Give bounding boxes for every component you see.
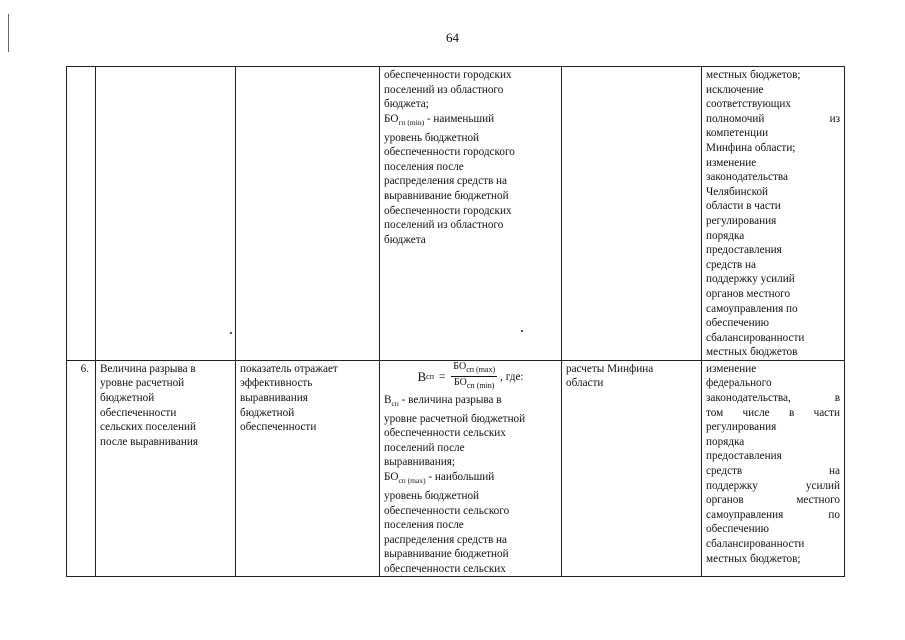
text-line: Величина разрыва в	[100, 362, 196, 375]
text-line: уровень бюджетной	[384, 131, 480, 144]
text-line: уровне расчетной	[100, 377, 185, 390]
text-line: обеспеченности	[240, 421, 317, 434]
cell-number: 6.	[67, 360, 96, 577]
symbol-subscript: сп	[391, 399, 399, 409]
cell-number	[67, 67, 96, 361]
text-line: самоуправления по	[706, 302, 798, 315]
text-fragment: - наименьший	[424, 112, 495, 125]
text-line: том числе в части	[706, 406, 840, 419]
text-line: бюджета	[384, 233, 426, 246]
text-line: бюджетной	[240, 406, 295, 419]
symbol: БО	[384, 471, 399, 484]
text-line: местных бюджетов;	[706, 552, 801, 565]
text-line: области в части	[706, 200, 781, 213]
text-line: регулирования	[706, 421, 777, 434]
text-line: показатель отражает	[240, 362, 338, 375]
definition-line	[384, 393, 557, 412]
text-line: обеспеченности сельского	[384, 504, 510, 517]
cell-formula	[380, 360, 562, 577]
text-line: изменение	[706, 362, 757, 375]
text-line: бюджета;	[384, 98, 429, 111]
text-line: после выравнивания	[100, 435, 199, 448]
symbol-subscript: гп (min)	[398, 118, 425, 128]
text-line: обеспеченности городского	[384, 146, 515, 159]
text-line: обеспечению	[706, 317, 769, 330]
formula-fraction	[451, 361, 497, 392]
definition-line	[384, 112, 557, 131]
cell-risks	[702, 67, 845, 361]
text-line: выравнивания;	[384, 456, 455, 469]
text-line: Минфина области;	[706, 141, 796, 154]
text-line: законодательства, в	[706, 392, 840, 405]
table-row	[67, 67, 845, 361]
text-line: соответствующих	[706, 98, 792, 111]
text-line: бюджетной	[100, 392, 155, 405]
text-line: распределения средств на	[384, 175, 508, 188]
text-line: выравнивание бюджетной	[384, 548, 509, 561]
text-line: федерального	[706, 377, 772, 390]
text-line: поддержку усилий	[706, 273, 795, 286]
text-line: Челябинской	[706, 185, 769, 198]
text-line: самоуправления по	[706, 508, 840, 521]
symbol-subscript: сп (max)	[398, 476, 426, 486]
symbol: БО	[384, 112, 399, 125]
denominator-subscript: сп (min)	[466, 381, 495, 391]
cell-source	[562, 67, 702, 361]
cell-risks	[702, 360, 845, 577]
text-line: поселения после	[384, 519, 464, 532]
formula-lhs: В	[417, 368, 427, 384]
definition-line	[384, 470, 557, 489]
text-line: предоставления	[706, 450, 782, 463]
cell-indicator-name	[96, 67, 236, 361]
equals-sign: =	[438, 370, 446, 383]
text-line: обеспеченности сельских	[384, 427, 506, 440]
text-line: средств на	[706, 258, 756, 271]
text-line: полномочий из	[706, 112, 840, 125]
fraction-numerator	[451, 361, 497, 377]
text-line: изменение	[706, 156, 757, 169]
text-line: сбалансированности	[706, 331, 805, 344]
fraction-denominator	[452, 377, 497, 392]
text-fragment: - величина разрыва в	[398, 393, 502, 406]
text-line: исключение	[706, 83, 764, 96]
text-line: обеспеченности городских	[384, 204, 512, 217]
text-line: поселения после	[384, 160, 464, 173]
text-line: обеспеченности сельских	[384, 562, 506, 575]
text-line: поселений после	[384, 441, 465, 454]
page-number: 64	[446, 30, 459, 45]
text-line: выравнивания	[240, 392, 308, 405]
formula-lhs-subscript: сп	[426, 371, 434, 381]
text-line: выравнивание бюджетной	[384, 189, 509, 202]
text-line: распределения средств на	[384, 533, 508, 546]
cell-description	[236, 360, 380, 577]
numerator-symbol: БО	[453, 361, 467, 373]
text-line: компетенции	[706, 127, 769, 140]
scan-speck	[230, 332, 232, 334]
text-line: сельских поселений	[100, 421, 196, 434]
numerator-subscript: сп (max)	[466, 365, 496, 375]
cell-description	[236, 67, 380, 361]
text-line: обеспеченности	[100, 406, 177, 419]
table-row	[67, 360, 845, 577]
text-line: поселений из областного	[384, 83, 504, 96]
text-line: поселений из областного	[384, 219, 504, 232]
denominator-symbol: БО	[453, 377, 467, 389]
cell-indicator-name	[96, 360, 236, 577]
text-line: органов местного	[706, 287, 791, 300]
text-line: поддержку усилий	[706, 479, 840, 492]
scan-speck	[521, 330, 523, 332]
text-line: уровень бюджетной	[384, 489, 480, 502]
text-line: расчеты Минфина	[566, 362, 654, 375]
text-line: обеспеченности городских	[384, 69, 512, 81]
text-fragment: - наибольший	[425, 471, 495, 484]
text-line: обеспечению	[706, 523, 769, 536]
text-line: уровне расчетной бюджетной	[384, 412, 526, 425]
indicators-table	[66, 66, 845, 577]
text-line: регулирования	[706, 214, 777, 227]
symbol: В	[384, 393, 392, 406]
text-line: порядка	[706, 435, 745, 448]
text-line: законодательства	[706, 171, 788, 184]
formula-suffix: , где:	[500, 370, 524, 383]
text-line: эффективность	[240, 377, 313, 390]
text-line: органов местного	[706, 494, 840, 507]
formula	[384, 362, 557, 392]
text-line: области	[566, 377, 604, 390]
cell-formula	[380, 67, 562, 361]
cell-source	[562, 360, 702, 577]
text-line: местных бюджетов;	[706, 69, 801, 81]
text-line: местных бюджетов	[706, 346, 798, 359]
text-line: предоставления	[706, 244, 782, 257]
text-line: сбалансированности	[706, 538, 805, 550]
text-line: порядка	[706, 229, 745, 242]
text-line: средств на	[706, 465, 840, 478]
